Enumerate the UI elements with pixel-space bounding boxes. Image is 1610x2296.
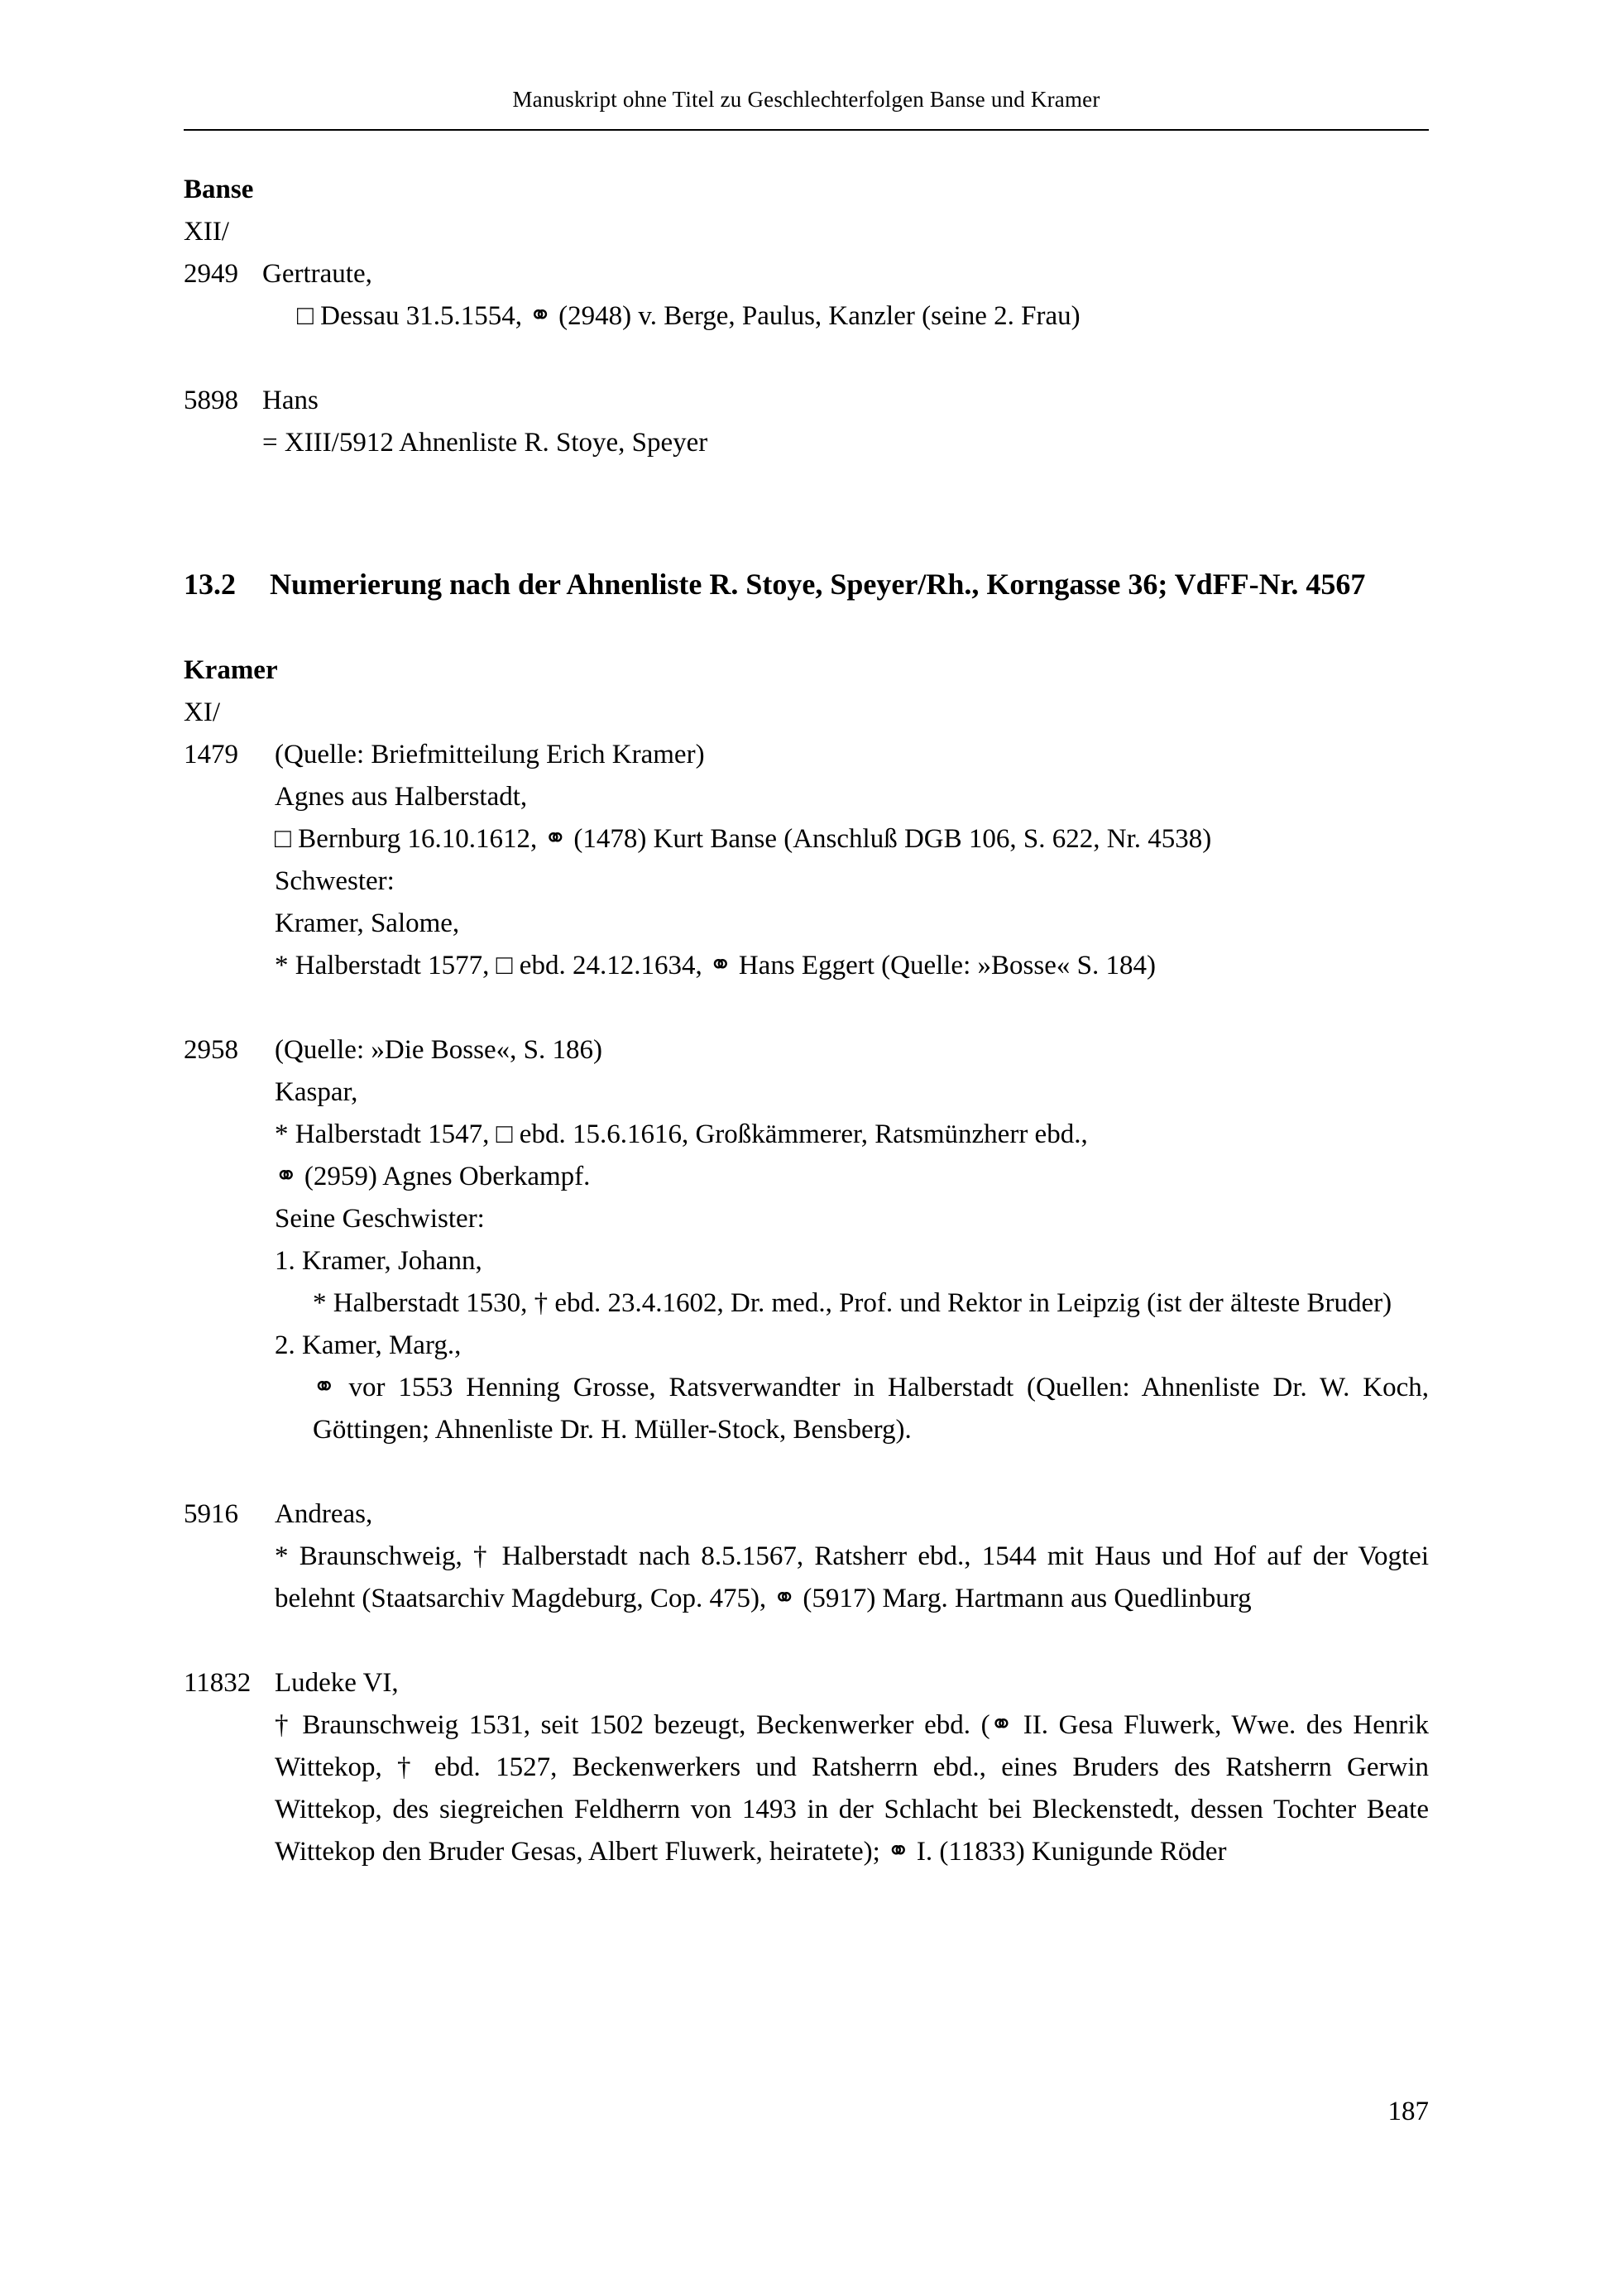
- sibling-detail: ⚭ vor 1553 Henning Grosse, Ratsverwandter in Halberstadt (Quellen: Ahnenliste Dr. W. Koch, Göttingen; Ahnenliste Dr. H. Müller-Stock, Bensberg).: [313, 1373, 1429, 1445]
- entry-text: [262, 380, 1429, 464]
- entry-number: 5898: [184, 386, 238, 415]
- entry-line-burial: □ Bernburg 16.10.1612, ⚭ (1478) Kurt Banse (Anschluß DGB 106, S. 622, Nr. 4538): [275, 824, 1212, 854]
- entry-2949: [184, 253, 1429, 338]
- sibling-name: Kramer, Johann,: [302, 1246, 482, 1276]
- entry-line: Hans: [262, 386, 319, 415]
- entry-line-life-data: * Braunschweig, † Halberstadt nach 8.5.1567, Ratsherr ebd., 1544 mit Haus und Hof auf der Vogtei belehnt (Staatsarchiv Magdeburg, Cop. 475), ⚭ (5917) Marg. Hartmann aus Quedlinburg: [275, 1541, 1429, 1613]
- banse-surname-heading: Banse: [184, 175, 254, 204]
- sibling-marker: 1.: [275, 1246, 295, 1276]
- entry-line-relation-label: Schwester:: [275, 866, 395, 896]
- entry-line-name: Kaspar,: [275, 1077, 358, 1107]
- entry-line-siblings-label: Seine Geschwister:: [275, 1204, 485, 1234]
- entry-text: [262, 253, 1429, 338]
- sibling-list-item: [275, 1240, 1429, 1282]
- entry-5898: [184, 380, 1429, 464]
- sibling-marker: 2.: [275, 1330, 295, 1360]
- entry-text: [275, 1662, 1429, 1873]
- entry-11832: [184, 1662, 1429, 1873]
- page-content: [184, 169, 1429, 1873]
- entry-line-sibling-detail: * Halberstadt 1577, □ ebd. 24.12.1634, ⚭ Hans Eggert (Quelle: »Bosse« S. 184): [275, 951, 1156, 980]
- banse-generation-label: XII/: [184, 217, 229, 247]
- entry-line-name: Andreas,: [275, 1499, 373, 1529]
- section-number: 13.2: [184, 568, 236, 601]
- entry-line-life-data: * Halberstadt 1547, □ ebd. 15.6.1616, Großkämmerer, Ratsmünzherr ebd.,: [275, 1119, 1088, 1149]
- sibling-name: Kamer, Marg.,: [302, 1330, 462, 1360]
- entry-number: 11832: [184, 1668, 252, 1698]
- entry-number: 5916: [184, 1499, 238, 1529]
- page-number: 187: [1387, 2097, 1429, 2126]
- spacer: [184, 606, 1429, 649]
- entry-text: [275, 1493, 1429, 1620]
- kramer-generation-label: XI/: [184, 697, 220, 727]
- entry-line-reference: = XIII/5912 Ahnenliste R. Stoye, Speyer: [262, 428, 708, 458]
- entry-line-life-data: † Braunschweig 1531, seit 1502 bezeugt, Beckenwerker ebd. (⚭ II. Gesa Fluwerk, Wwe. des Henrik Wittekop, † ebd. 1527, Beckenwerkers und Ratsherrn ebd., eines Bruders des Ratsherrn Gerwin Wittekop, des siegreichen Feldherrn von 1493 in der Schlacht bei Bleckenstedt, dessen Tochter Beate Wittekop den Bruder Gesas, Albert Fluwerk, heiratete); ⚭ I. (11833) Kunigunde Röder: [275, 1710, 1429, 1867]
- entry-line: Gertraute,: [262, 259, 372, 289]
- entry-text: [275, 734, 1429, 987]
- sibling-list-item: [275, 1325, 1429, 1367]
- entry-line-source: (Quelle: »Die Bosse«, S. 186): [275, 1035, 602, 1065]
- entry-number: 1479: [184, 740, 238, 769]
- entry-line-name: Agnes aus Halberstadt,: [275, 782, 528, 812]
- entry-text: [275, 1029, 1429, 1451]
- entry-2958: [184, 1029, 1429, 1451]
- entry-line-source: (Quelle: Briefmitteilung Erich Kramer): [275, 740, 705, 769]
- entry-line-burial: □ Dessau 31.5.1554, ⚭ (2948) v. Berge, Paulus, Kanzler (seine 2. Frau): [297, 301, 1081, 331]
- entry-number: 2949: [184, 259, 238, 289]
- sibling-detail: * Halberstadt 1530, † ebd. 23.4.1602, Dr. med., Prof. und Rektor in Leipzig (ist der älteste Bruder): [313, 1288, 1392, 1318]
- kramer-surname-heading: Kramer: [184, 655, 278, 685]
- running-header: Manuskript ohne Titel zu Geschlechterfolgen Banse und Kramer: [512, 87, 1100, 112]
- entry-number: 2958: [184, 1035, 238, 1065]
- entry-line-name: Ludeke VI,: [275, 1668, 399, 1698]
- entry-1479: [184, 734, 1429, 987]
- header-rule: [184, 129, 1429, 131]
- entry-5916: [184, 1493, 1429, 1620]
- entry-line-sibling-name: Kramer, Salome,: [275, 908, 460, 938]
- section-title: Numerierung nach der Ahnenliste R. Stoye, Speyer/Rh., Korngasse 36; VdFF-Nr. 4567: [270, 568, 1366, 601]
- section-heading-13-2: [184, 562, 1429, 606]
- entry-line-marriage: ⚭ (2959) Agnes Oberkampf.: [275, 1162, 591, 1191]
